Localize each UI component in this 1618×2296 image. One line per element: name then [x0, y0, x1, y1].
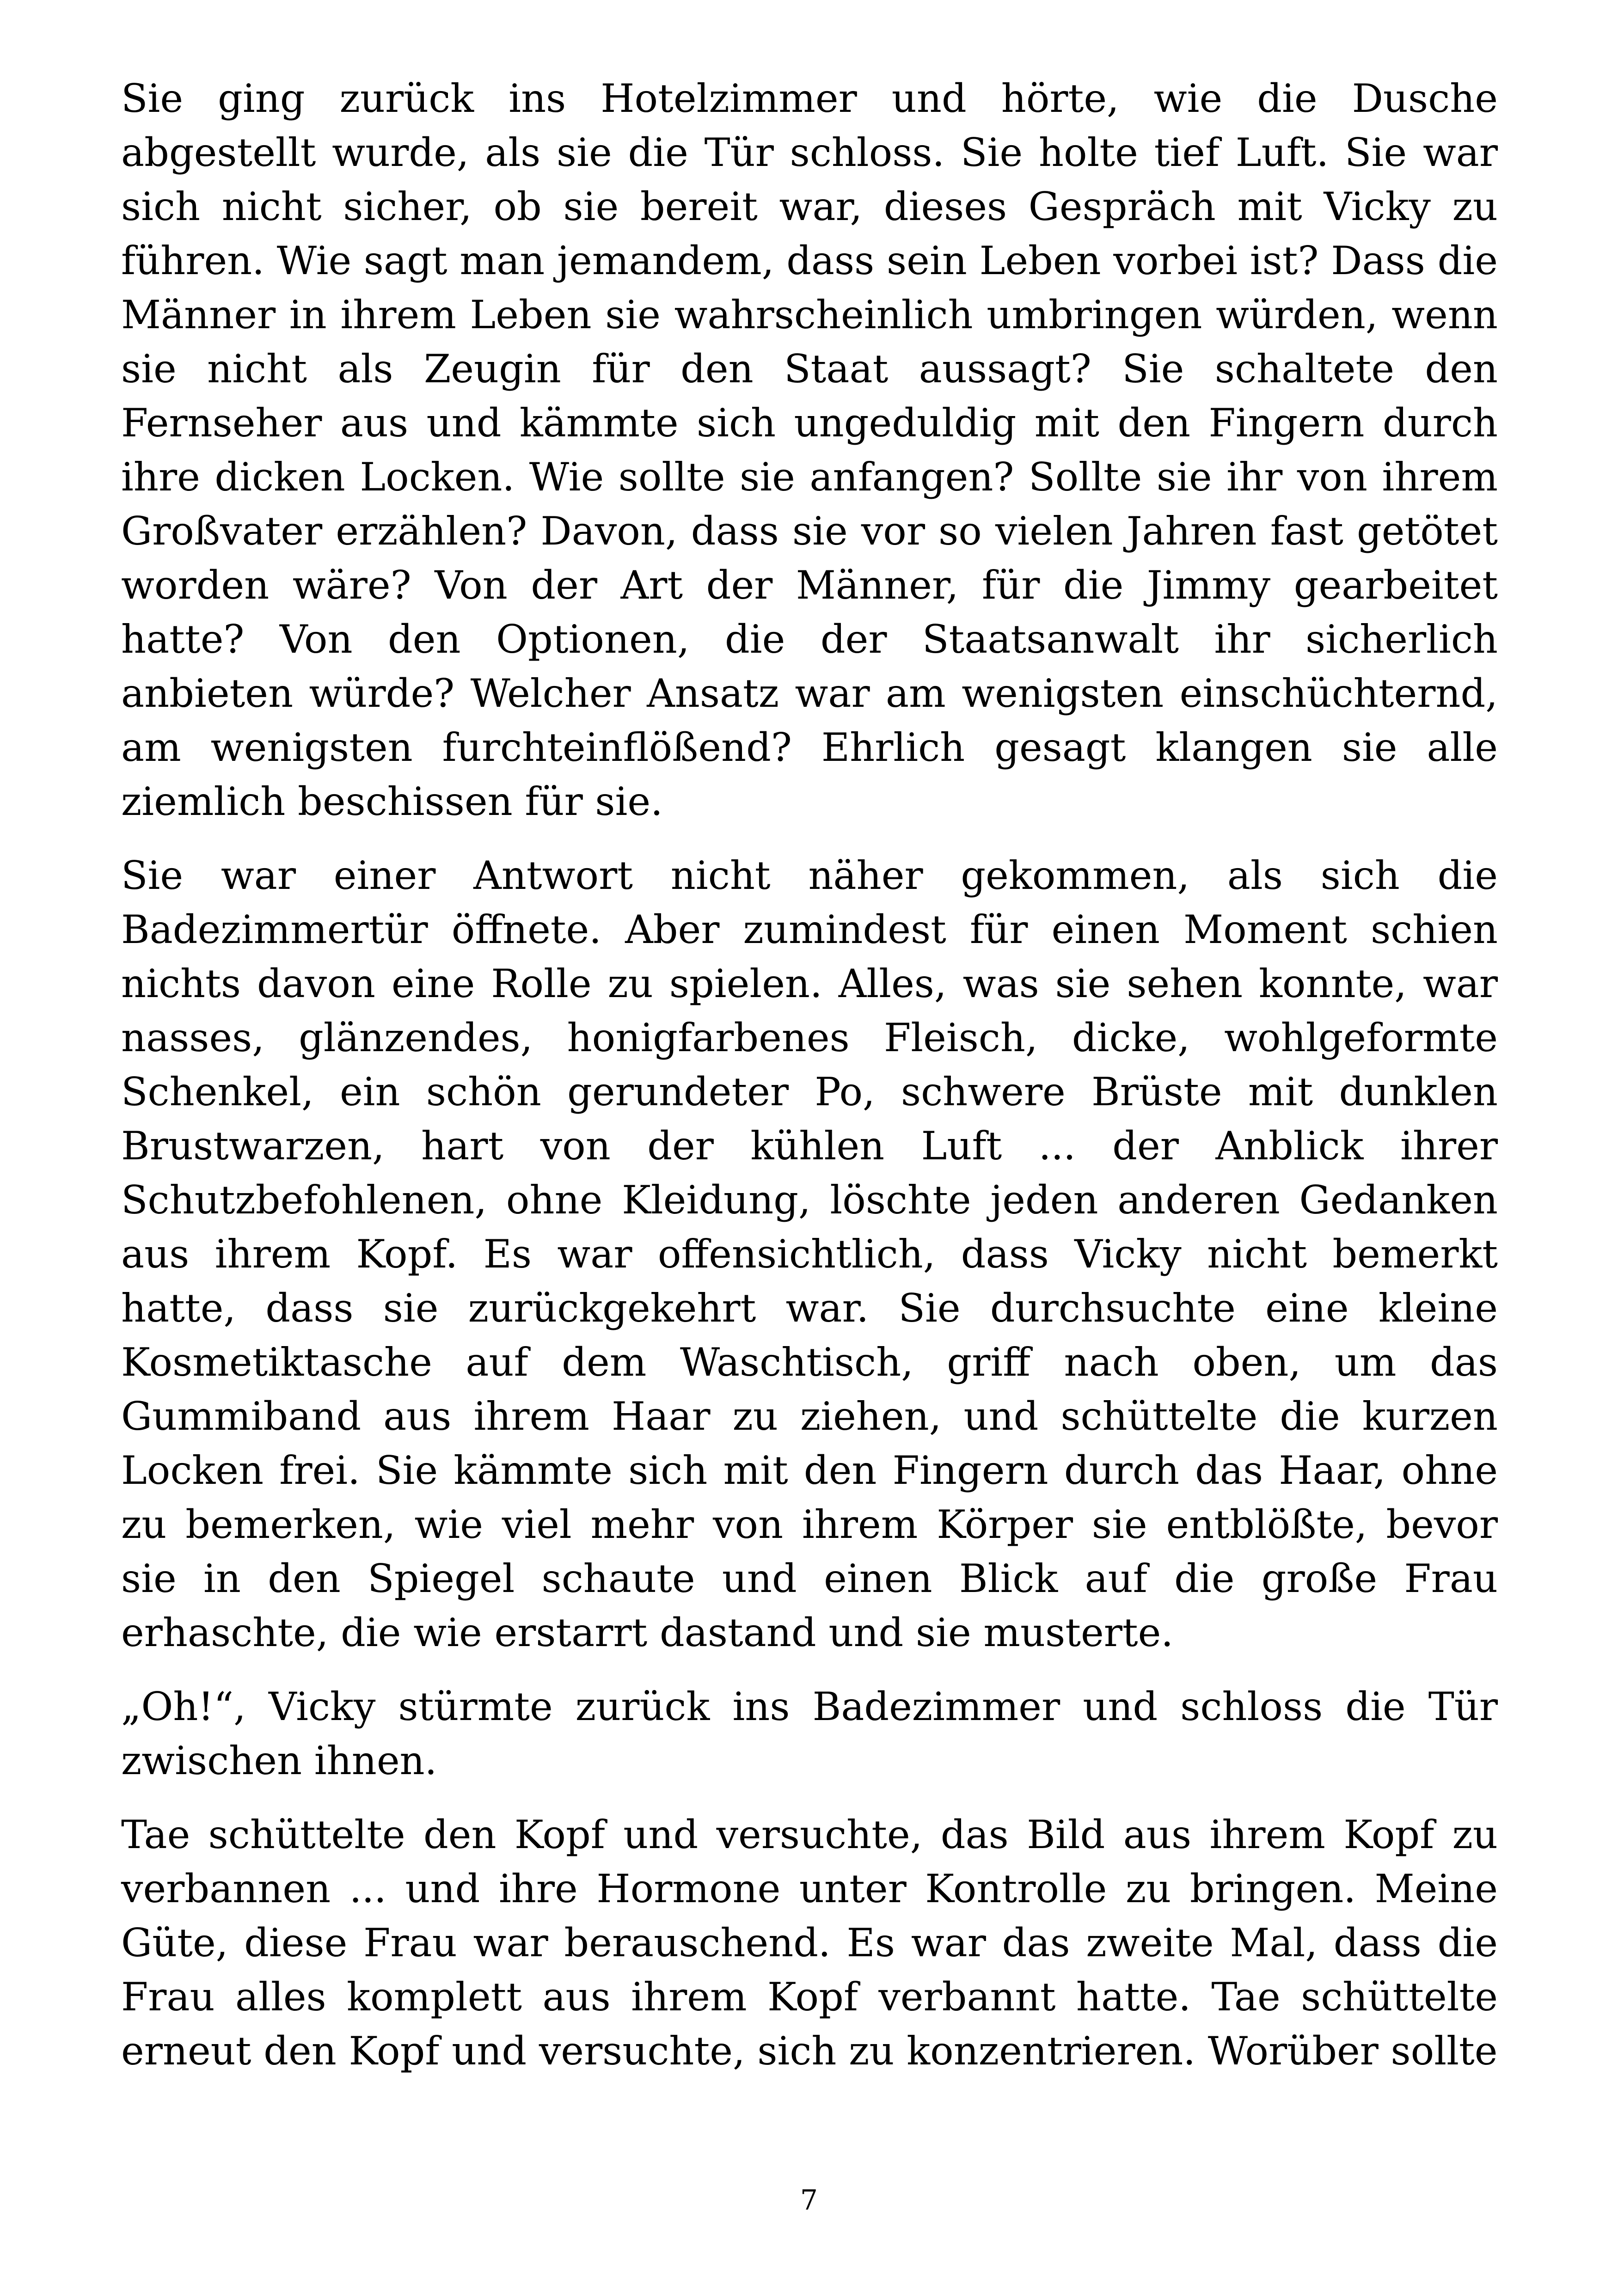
- page-number: 7: [800, 2184, 818, 2216]
- page-body: [121, 72, 1498, 2098]
- paragraph-4: Tae schüttelte den Kopf und versuchte, das Bild aus ihrem Kopf zu verbannen ... und ihre Hormone unter Kontrolle zu bringen. Meine Güte, diese Frau war berauschend. Es war das zweite Mal, dass die Frau alles komplett aus ihrem Kopf verbannt hatte. Tae schüttelte erneut den Kopf und versuchte, sich zu konzentrieren. Worüber sollte: [121, 1812, 1498, 2074]
- paragraph-2: Sie war einer Antwort nicht näher gekommen, als sich die Badezimmertür öffnete. Aber zumindest für einen Moment schien nichts davon eine Rolle zu spielen. Alles, was sie sehen konnte, war nasses, glänzendes, honigfarbenes Fleisch, dicke, wohlgeformte Schenkel, ein schön gerundeter Po, schwere Brüste mit dunklen Brustwarzen, hart von der kühlen Luft ... der Anblick ihrer Schutzbefohlenen, ohne Kleidung, löschte jeden anderen Gedanken aus ihrem Kopf. Es war offensichtlich, dass Vicky nicht bemerkt hatte, dass sie zurückgekehrt war. Sie durchsuchte eine kleine Kosmetiktasche auf dem Waschtisch, griff nach oben, um das Gummiband aus ihrem Haar zu ziehen, und schüttelte die kurzen Locken frei. Sie kämmte sich mit den Fingern durch das Haar, ohne zu bemerken, wie viel mehr von ihrem Körper sie entblößte, bevor sie in den Spiegel schaute und einen Blick auf die große Frau erhaschte, die wie erstarrt dastand und sie musterte.: [121, 853, 1498, 1655]
- paragraph-3: „Oh!“, Vicky stürmte zurück ins Badezimmer und schloss die Tür zwischen ihnen.: [121, 1684, 1498, 1783]
- paragraph-1: Sie ging zurück ins Hotelzimmer und hörte, wie die Dusche abgestellt wurde, als sie die Tür schloss. Sie holte tief Luft. Sie war sich nicht sicher, ob sie bereit war, dieses Gespräch mit Vicky zu führen. Wie sagt man jemandem, dass sein Leben vorbei ist? Dass die Männer in ihrem Leben sie wahrscheinlich umbringen würden, wenn sie nicht als Zeugin für den Staat aussagt? Sie schaltete den Fernseher aus und kämmte sich ungeduldig mit den Fingern durch ihre dicken Locken. Wie sollte sie anfangen? Sollte sie ihr von ihrem Großvater erzählen? Davon, dass sie vor so vielen Jahren fast getötet worden wäre? Von der Art der Männer, für die Jimmy gearbeitet hatte? Von den Optionen, die der Staatsanwalt ihr sicherlich anbieten würde? Welcher Ansatz war am wenigsten einschüchternd, am wenigsten furchteinflößend? Ehrlich gesagt klangen sie alle ziemlich beschissen für sie.: [121, 76, 1498, 824]
